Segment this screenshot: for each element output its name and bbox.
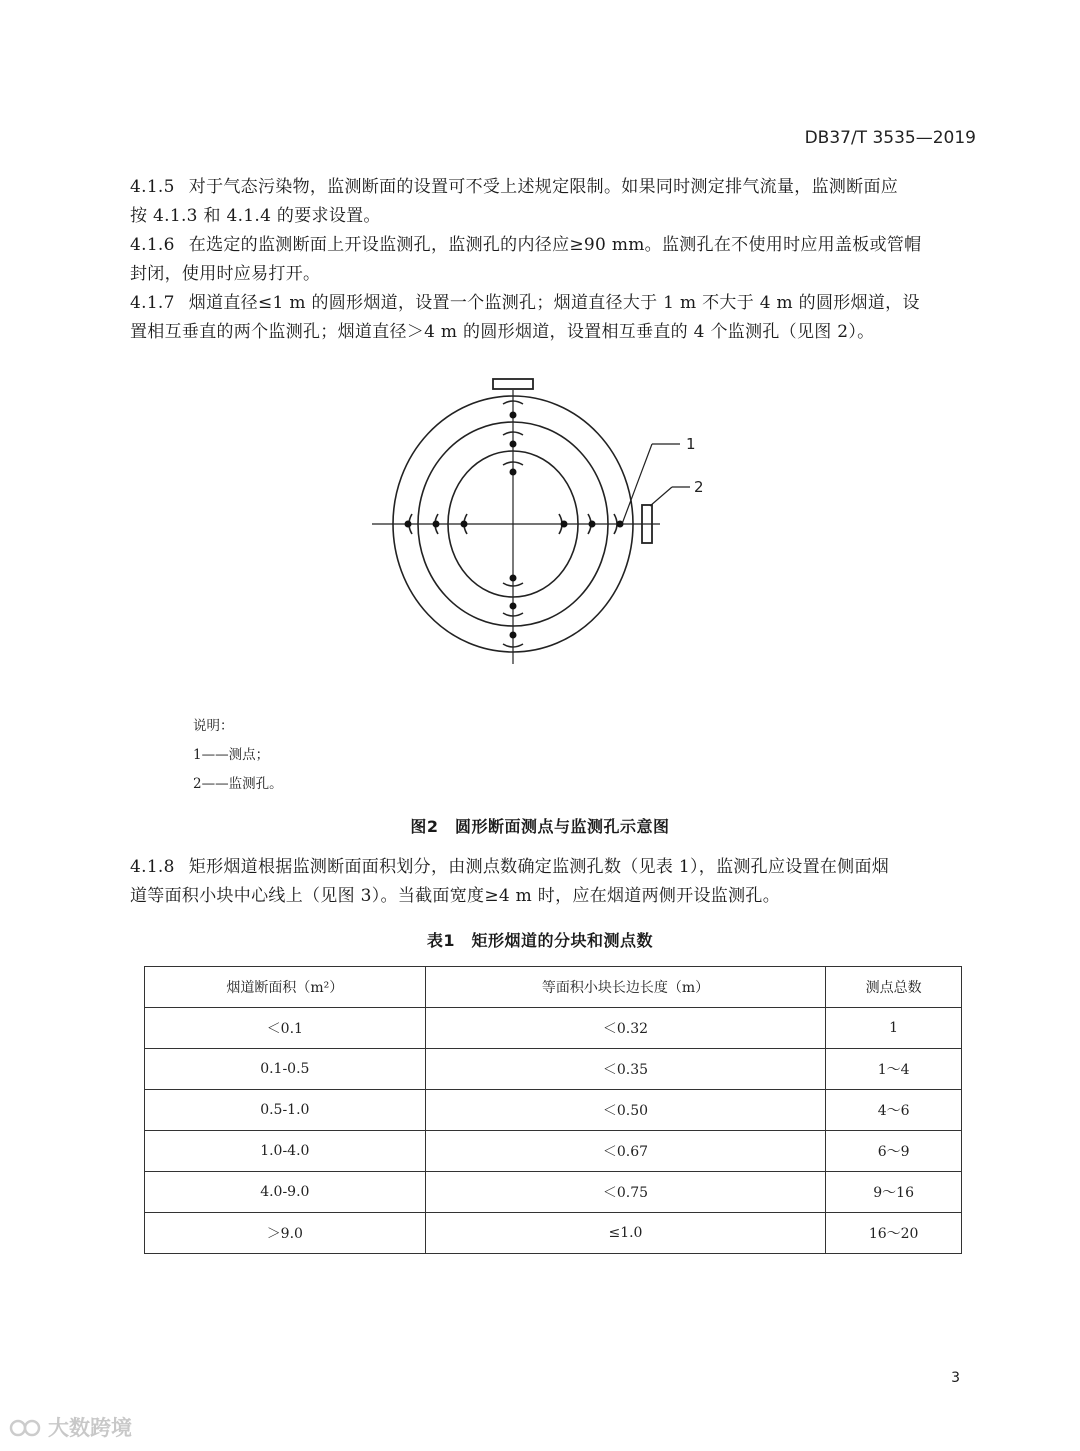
table-cell: 9～16	[826, 1172, 962, 1213]
table-cell: 16～20	[826, 1213, 962, 1254]
table-cell: ＜0.50	[425, 1090, 826, 1131]
clause-text: 对于气态污染物，监测断面的设置可不受上述规定限制。如果同时测定排气流量，监测断面应	[188, 177, 899, 197]
column-header: 测点总数	[826, 967, 962, 1008]
figure-caption: 图2 圆形断面测点与监测孔示意图	[410, 817, 670, 836]
clause-4-1-8	[130, 853, 980, 911]
clause-number: 4.1.7	[130, 293, 175, 313]
table-cell: 1.0-4.0	[145, 1131, 426, 1172]
measuring-point	[510, 441, 517, 448]
clause-text: 烟道直径≤1 m 的圆形烟道，设置一个监测孔；烟道直径大于 1 m 不大于 4 m 的圆形烟道，设	[188, 293, 920, 313]
measuring-point	[561, 521, 568, 528]
measuring-point	[510, 412, 517, 419]
table-row	[145, 1172, 962, 1213]
measuring-point	[510, 575, 517, 582]
table-cell: ＜0.32	[425, 1008, 826, 1049]
clause-4-1-7	[130, 289, 980, 347]
table-cell: 4～6	[826, 1090, 962, 1131]
table-cell: ＞9.0	[145, 1213, 426, 1254]
table-row	[145, 1049, 962, 1090]
legend-title: 说明：	[193, 718, 234, 734]
measuring-point	[461, 521, 468, 528]
watermark-text: 大数跨境	[48, 1416, 132, 1440]
watermark-logo-icon	[8, 1414, 42, 1440]
monitoring-port-top	[493, 379, 533, 389]
column-header: 等面积小块长边长度（m）	[425, 967, 826, 1008]
clause-4-1-5	[130, 173, 980, 231]
clause-number: 4.1.8	[130, 857, 175, 877]
clause-4-1-6	[130, 231, 980, 289]
label-1: 1	[686, 435, 696, 453]
figure-legend	[193, 712, 283, 799]
measuring-point	[510, 603, 517, 610]
table-cell: ＜0.75	[425, 1172, 826, 1213]
clause-text: 矩形烟道根据监测断面面积划分，由测点数确定监测孔数（见表 1），监测孔应设置在侧面烟	[188, 857, 890, 877]
clause-text: 按 4.1.3 和 4.1.4 的要求设置。	[130, 206, 381, 226]
legend-item: 2——监测孔。	[193, 776, 283, 792]
label-2: 2	[694, 478, 704, 496]
table-cell: 0.1-0.5	[145, 1049, 426, 1090]
measuring-point	[510, 632, 517, 639]
table-row	[145, 1008, 962, 1049]
table-row	[145, 1131, 962, 1172]
document-code: DB37/T 3535—2019	[804, 128, 976, 148]
watermark	[8, 1412, 132, 1442]
column-header: 烟道断面积（m²）	[145, 967, 426, 1008]
table-cell: 6～9	[826, 1131, 962, 1172]
page-number: 3	[951, 1370, 960, 1386]
measuring-point	[405, 521, 412, 528]
circular-section-diagram	[360, 372, 740, 682]
clause-number: 4.1.5	[130, 177, 175, 197]
table-cell: 0.5-1.0	[145, 1090, 426, 1131]
table-header-row	[145, 967, 962, 1008]
measuring-point	[589, 521, 596, 528]
clause-text: 在选定的监测断面上开设监测孔，监测孔的内径应≥90 mm。监测孔在不使用时应用盖板或管帽	[188, 235, 922, 255]
table-cell: 1～4	[826, 1049, 962, 1090]
table-cell: ＜0.1	[145, 1008, 426, 1049]
legend-item: 1——测点；	[193, 747, 270, 763]
table-cell: ≤1.0	[425, 1213, 826, 1254]
measuring-point	[433, 521, 440, 528]
clause-text: 封闭，使用时应易打开。	[130, 264, 321, 284]
table-cell: ＜0.35	[425, 1049, 826, 1090]
clause-text: 置相互垂直的两个监测孔；烟道直径＞4 m 的圆形烟道，设置相互垂直的 4 个监测孔（见图 2）。	[130, 322, 875, 342]
measuring-point	[510, 469, 517, 476]
measuring-point	[617, 521, 624, 528]
table-row	[145, 1213, 962, 1254]
table-cell: 1	[826, 1008, 962, 1049]
table-row	[145, 1090, 962, 1131]
table-cell: ＜0.67	[425, 1131, 826, 1172]
leader-line-2	[650, 487, 672, 506]
partition-table	[144, 966, 962, 1254]
table-cell: 4.0-9.0	[145, 1172, 426, 1213]
clause-number: 4.1.6	[130, 235, 175, 255]
table-caption: 表1 矩形烟道的分块和测点数	[426, 931, 654, 950]
clause-text: 道等面积小块中心线上（见图 3）。当截面宽度≥4 m 时，应在烟道两侧开设监测孔。	[130, 886, 781, 906]
